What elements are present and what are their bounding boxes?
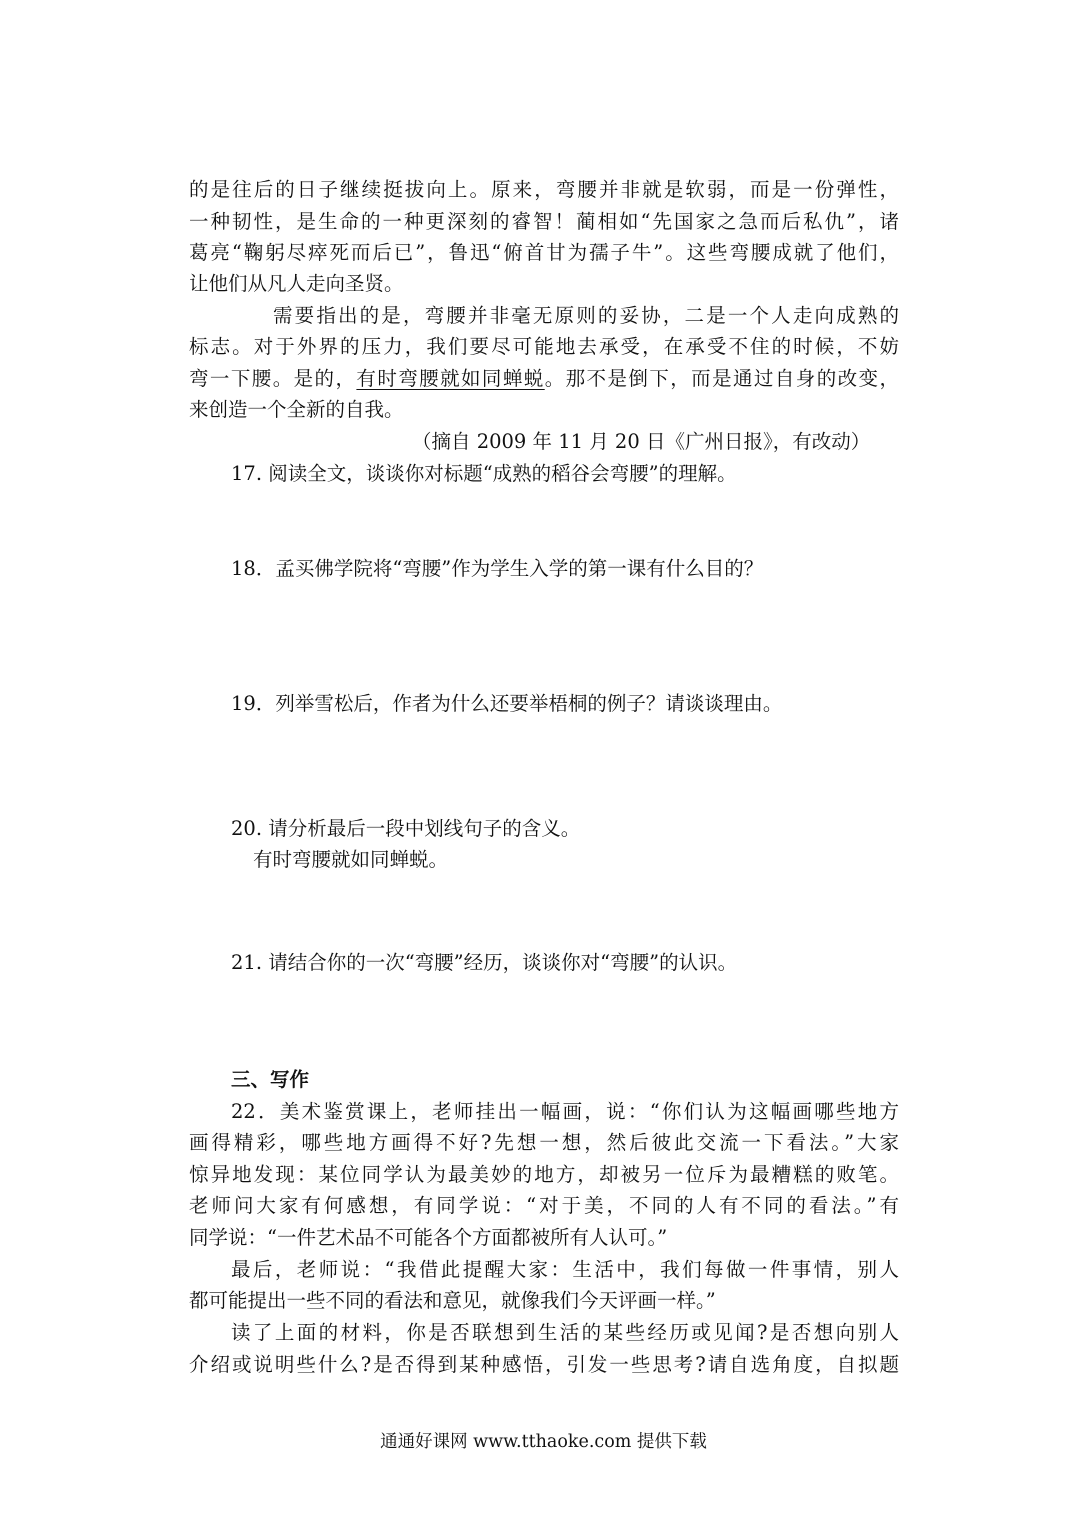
passage-line: 标志。对于外界的压力，我们要尽可能地去承受，在承受不住的时候，不妨 <box>189 335 899 358</box>
writing-line: 惊异地发现：某位同学认为最美妙的地方，却被另一位斥为最糟糕的败笔。 <box>189 1163 899 1186</box>
writing-line: 介绍或说明些什么?是否得到某种感悟，引发一些思考?请自选角度，自拟题 <box>189 1353 899 1376</box>
passage-line: 一种韧性，是生命的一种更深刻的睿智！蔺相如“先国家之急而后私仇”，诸 <box>189 210 899 233</box>
passage-line: 葛亮“鞠躬尽瘁死而后已”，鲁迅“俯首甘为孺子牛”。这些弯腰成就了他们， <box>189 241 899 264</box>
question-17: 17. 阅读全文，谈谈你对标题“成熟的稻谷会弯腰”的理解。 <box>231 462 737 485</box>
writing-line: 老师问大家有何感想，有同学说：“对于美，不同的人有不同的看法。”有 <box>189 1194 899 1217</box>
page-footer: 通通好课网 www.tthaoke.com 提供下载 <box>380 1431 707 1452</box>
question-18: 18．孟买佛学院将“弯腰”作为学生入学的第一课有什么目的？ <box>231 557 764 580</box>
question-20-quote: 有时弯腰就如同蝉蜕。 <box>253 848 449 871</box>
question-19: 19．列举雪松后，作者为什么还要举梧桐的例子？请谈谈理由。 <box>231 692 783 715</box>
text-segment: 。那不是倒下，而是通过自身的改变， <box>544 367 899 390</box>
passage-line: 需要指出的是，弯腰并非毫无原则的妥协，二是一个人走向成熟的 <box>273 304 899 327</box>
text-segment: 弯一下腰。是的， <box>189 367 357 390</box>
passage-line: 让他们从凡人走向圣贤。 <box>189 272 404 295</box>
question-21: 21. 请结合你的一次“弯腰”经历，谈谈你对“弯腰”的认识。 <box>231 951 738 974</box>
passage-line-with-underline <box>189 367 899 391</box>
passage-line: 的是往后的日子继续挺拔向上。原来，弯腰并非就是软弱，而是一份弹性， <box>189 178 899 201</box>
section-heading: 三、写作 <box>231 1068 310 1091</box>
passage-line: 来创造一个全新的自我。 <box>189 398 404 421</box>
source-citation: （摘自 2009 年 11 月 20 日《广州日报》，有改动） <box>412 430 871 453</box>
writing-line: 都可能提出一些不同的看法和意见，就像我们今天评画一样。” <box>189 1289 716 1312</box>
writing-line: 最后，老师说：“我借此提醒大家：生活中，我们每做一件事情，别人 <box>231 1258 899 1281</box>
writing-line: 画得精彩，哪些地方画得不好?先想一想，然后彼此交流一下看法。”大家 <box>189 1131 899 1154</box>
question-20: 20. 请分析最后一段中划线句子的含义。 <box>231 817 581 840</box>
writing-line: 同学说：“一件艺术品不可能各个方面都被所有人认可。” <box>189 1226 668 1249</box>
underlined-sentence: 有时弯腰就如同蝉蜕 <box>356 367 545 390</box>
writing-line: 22．美术鉴赏课上，老师挂出一幅画，说：“你们认为这幅画哪些地方 <box>231 1100 899 1123</box>
writing-line: 读了上面的材料，你是否联想到生活的某些经历或见闻?是否想向别人 <box>231 1321 899 1344</box>
